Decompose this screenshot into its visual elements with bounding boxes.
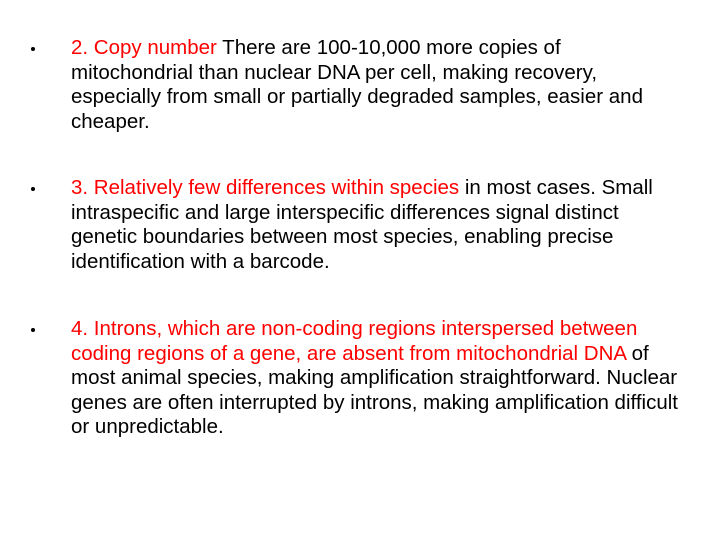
bullet-heading: 4. Introns, which are non-coding regions interspersed between coding regions of a gene, are absent from mitochondrial DNA: [71, 317, 638, 365]
bullet-dot-icon: [31, 187, 37, 193]
bullet-dot-icon: [31, 328, 37, 334]
bullet-body: There are 100-10,000 more copies of mitochondrial than nuclear DNA per cell, making recovery, especially from small or partially degraded samples, easier and cheaper.: [71, 36, 643, 133]
bullet-text: [71, 317, 681, 440]
bullet-body: in most cases. Small intraspecific and large interspecific differences signal distinct genetic boundaries between most species, enabling precise identification with a barcode.: [71, 176, 653, 273]
bullet-dot-icon: [31, 47, 37, 53]
bullet-text: [71, 36, 681, 134]
bullet-text: [71, 176, 681, 274]
bullet-heading: 3. Relatively few differences within species: [71, 176, 460, 199]
bullet-heading: 2. Copy number: [71, 36, 217, 59]
bullet-body: of most animal species, making amplification straightforward. Nuclear genes are often interrupted by introns, making amplification difficult or unpredictable.: [71, 341, 678, 438]
